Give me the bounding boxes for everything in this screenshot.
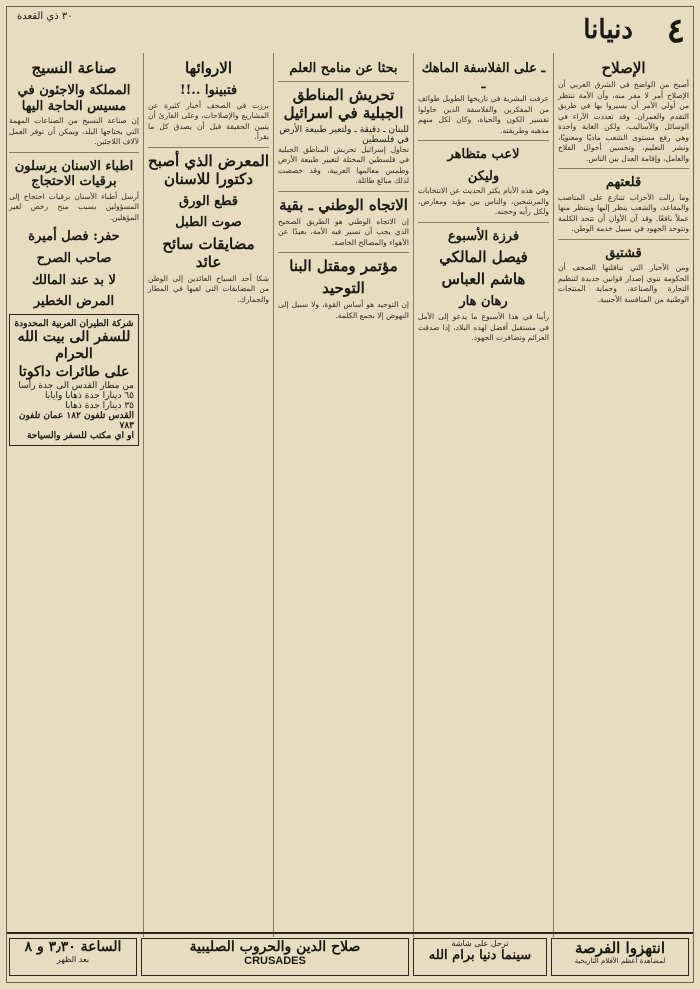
column-3-section-1: تحريش المناطق الجبلية في اسرائيل [283,85,404,122]
airline-ad-agent: او اي مكتب للسفر والسياحة [26,431,134,442]
footer-ad-1-title: انتهزوا الفرصة [574,939,666,957]
column-3 [273,53,413,937]
column-5-title: صناعة النسيج [31,59,117,77]
column-4-title: الاروائها [184,59,233,77]
airline-ad-price-2: ٣٥ دينارا جدة ذهابا [65,401,134,412]
column-5-section-1: اطباء الاسنان يرسلون برقيات الاحتجاج [14,158,134,190]
column-5-section-2: حفر: فصل أميرة [28,229,120,245]
column-5-body-1: إن صناعة النسيج من الصناعات المهمة التي يحتاجها البلد، ويمكن أن توفر العمل لآلاف اللاجئين. [9,116,139,147]
column-5-section-5: المرض الخطير [33,294,115,310]
column-2-section-6: رهان هار [459,294,508,310]
column-3-subtitle-1: للبنان ـ دقيقة ـ ولتعير طبيعة الأرض في فلسطين [279,124,409,145]
column-2-section-2: وليكن [467,168,500,184]
column-4-body-4: شكا أحد السياح العائدين إلى الوطن من المضايقات التي لقيها في المطار والجمارك. [148,273,269,304]
column-1-section-2: قلعتهم [605,175,642,190]
column-5-subtitle: المملكة والاجئون في مسيس الحاجة اليها [17,83,131,114]
column-1-body: أصبح من الواضح في الشرق العربي أن الإصلاح أمر لا مفر منه، وأن الأمة تنتظر من أولي الأمر أن يسيروا بها في طريق التقدم والعمران. وقد تعددت الآراء في الوسائل والأساليب، ولكن الغاية واحدة وهي رفع مستوى الشعب ماديًا ومعنويًا، ونشر التعليم، وتحسين أحوال الفلاح والعامل، وإقامة العدل بين الناس. [558,80,689,163]
column-1-title: الإصلاح [601,59,646,77]
airline-ad-title: شركة الطيران العربية المحدودة [14,318,134,329]
column-3-body-1: تحاول إسرائيل تحريش المناطق الجبلية في فلسطين المحتلة لتغيير طبيعة الأرض وطمس معالمها العربية، وقد خصصت لذلك مبالغ طائلة. [278,144,409,186]
column-3-body-4: إن التوحيد هو أساس القوة، ولا سبيل إلى النهوض إلا بجمع الكلمة. [278,300,409,320]
column-2-section-5: هاشم العباس [441,270,526,289]
column-3-section-2: الاتجاه الوطني ـ بقية [279,195,408,214]
airline-ad-line-1: للسفر الى بيت الله الحرام [17,328,131,363]
footer-ad-3-title: صلاح الدين والحروب الصليبية [189,939,361,955]
footer-ad-4-title: الساعة ٣٫٣٠ و ٨ [24,939,122,955]
column-2-section-3: فرزة الأسبوع [447,228,520,244]
column-4-section-4: مضايقات سائح عائد [162,234,255,271]
column-1-body-2: وما زالت الأحزاب تتنازع على المناصب والمقاعد، والشعب ينظر إليها وينتظر منها عملاً نافعًا. وقد آن الأوان أن تتحد الكلمة وتتوحد الجهود في سبيل خدمة الوطن. [558,192,689,234]
airline-ad-line-3: من مطار القدس الى جدة رأسا [18,381,134,392]
column-3-body-2: إن الاتجاه الوطني هو الطريق الصحيح الذي يجب أن تسير فيه الأمة، بعيدًا عن الأهواء والمصالح الخاصة. [278,216,409,247]
column-2 [413,53,553,937]
column-4-section-2: قطع الورق [179,193,238,209]
column-4-subtitle: فتبينوا ..!! [179,83,238,98]
column-4-section-3: صوت الطبل [175,215,242,231]
column-2-body-6: رأينا في هذا الأسبوع ما يدعو إلى الأمل في مستقبل أفضل لهذه البلاد، إذا صدقت العزائم وتضافرت الجهود. [418,312,549,343]
column-4 [143,53,273,937]
airline-ad-line-2: على طائرات داكوتا [18,363,130,380]
airline-ad-price-1: ٦٥ دينارا جدة ذهابا وايابا [44,391,134,402]
footer-ad-2 [413,938,547,976]
footer-ad-2-title: سينما دنيا برام الله [428,948,532,963]
newspaper-page [6,6,694,983]
column-5-section-4: لا بد عند المالك [32,272,116,288]
footer-ad-3-en: CRUSADES [244,955,306,967]
column-5-body-2: أرسل أطباء الأسنان برقيات احتجاج إلى المسؤولين بسبب منح رخص لغير المؤهلين. [9,191,139,222]
footer-ad-4 [9,938,137,976]
footer-ad-1 [551,938,689,976]
footer-ads [7,932,693,982]
column-3-title: بحثا عن منامح العلم [289,61,398,76]
page-number: ٤ [666,11,685,51]
column-2-body: عرفت البشرية في تاريخها الطويل طوائف من المفكرين والفلاسفة الذين حاولوا تفسير الكون والحياة، وكان لكل منهم مذهبه وطريقته. [418,94,549,135]
column-1-section-3: قشتيق [605,245,642,261]
column-3-section-3: مؤتمر ومقتل البنا [289,257,398,276]
footer-ad-2-top: ترحل على شاشة [451,939,509,948]
column-2-body-2: وفي هذه الأيام يكثر الحديث عن الانتخابات والمرشحين، والناس بين مؤيد ومعارض، ولكل رأيه وحجته. [418,186,549,217]
footer-ad-4-sub: بعد الظهر [56,955,90,964]
footer-ad-1-sub: لمشاهدة أعظم الأفلام التاريخية [574,957,666,965]
column-2-title: ـ على الفلاسفة الماهك ـ [421,61,546,92]
column-1 [553,53,693,937]
column-2-section-1: لاعب متظاهر [447,147,520,163]
column-4-body-1: برزت في الصحف أخبار كثيرة عن المشاريع والإصلاحات، وعلى القارئ أن يتبين الحقيقة قبل أن يصدق كل ما يقرأ. [148,100,269,142]
airline-ad [9,314,139,447]
airline-ad-office: القدس تلفون ١٨٢ عمان تلفون ٧٨٣ [18,411,134,432]
column-1-body-3: ومن الأخبار التي تناقلتها الصحف أن الحكومة تنوي إصدار قوانين جديدة لتنظيم التجارة والصناعة، وحماية المنتجات الوطنية من المنافسة الأجنبية. [558,263,689,304]
column-5 [5,53,143,937]
section-brand: دنيانا [583,15,633,45]
column-3-section-4: التوحيد [322,279,365,298]
column-2-section-4: فيصل المالكي [439,248,528,267]
page-header [7,7,693,53]
column-5-section-3: صاحب الصرح [36,250,112,266]
issue-date: ٣٠ ذي القعدة [17,11,73,22]
footer-ad-3 [141,938,409,976]
column-4-section-1: المعرض الذي أصبح دكتورا للاسنان [148,151,269,188]
